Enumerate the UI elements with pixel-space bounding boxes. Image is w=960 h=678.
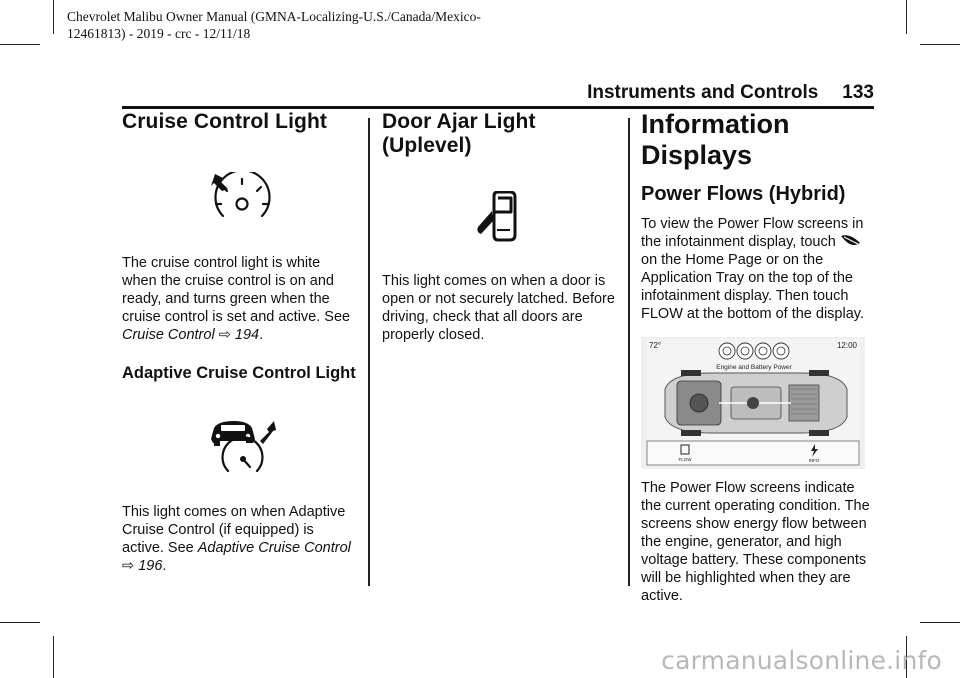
leaf-app-icon[interactable] bbox=[840, 234, 862, 248]
cross-ref-page[interactable]: 194 bbox=[234, 327, 260, 343]
info-button[interactable]: INFO bbox=[808, 458, 820, 463]
screen-tab-icon[interactable] bbox=[773, 343, 789, 359]
page-ref-icon: ⇨ bbox=[122, 558, 135, 574]
flow-button[interactable]: FLOW bbox=[678, 457, 692, 462]
door-ajar-description: This light comes on when a door is open or not securely latched. Before driving, check that all doors are properly closed. bbox=[382, 273, 615, 343]
cross-ref-page[interactable]: 196 bbox=[138, 558, 163, 574]
crop-mark bbox=[920, 622, 960, 623]
column-divider bbox=[628, 118, 630, 586]
section-heading: Cruise Control Light bbox=[122, 110, 327, 133]
crop-mark bbox=[53, 0, 54, 34]
adaptive-cruise-description: This light comes on when Adaptive Cruise Control (if equipped) is active. See Adaptive Cruise Control ⇨ 196. bbox=[122, 504, 351, 574]
cross-ref-link[interactable]: Cruise Control bbox=[122, 327, 215, 343]
screen-tab-icon[interactable] bbox=[737, 343, 753, 359]
vehicle-top-view bbox=[665, 370, 847, 436]
document-info-line: Chevrolet Malibu Owner Manual (GMNA-Localizing-U.S./Canada/Mexico- bbox=[67, 9, 481, 24]
screen-temperature: 72° bbox=[649, 341, 662, 350]
crop-mark bbox=[906, 0, 907, 34]
section-heading: Information Displays bbox=[641, 109, 790, 170]
page-ref-icon: ⇨ bbox=[218, 327, 231, 343]
power-flow-instructions: To view the Power Flow screens in the infotainment display, touch on the Home Page or on the Application Tray on the top of the infotainment display. Then touch FLOW at the bottom of the display. bbox=[641, 216, 864, 322]
crop-mark bbox=[0, 44, 40, 45]
document-info bbox=[67, 8, 481, 42]
subsection-heading: Adaptive Cruise Control Light bbox=[122, 364, 356, 382]
adaptive-cruise-control-icon bbox=[122, 421, 358, 475]
column-divider bbox=[368, 118, 370, 586]
crop-mark bbox=[53, 636, 54, 678]
cruise-control-description: The cruise control light is white when the cruise control is on and ready, and turns green when the cruise control is set and active. See Cruise Control ⇨ 194. bbox=[122, 255, 351, 343]
column-door-ajar bbox=[382, 110, 618, 344]
section-title: Instruments and Controls bbox=[587, 82, 819, 103]
watermark: carmanualsonline.info bbox=[661, 646, 942, 675]
screen-title: Engine and Battery Power bbox=[716, 364, 792, 371]
power-flow-description: The Power Flow screens indicate the current operating condition. The screens show energy flow between the engine, generator, and high voltage battery. These components will be highlighted when they are active. bbox=[641, 480, 870, 604]
door-ajar-icon bbox=[382, 191, 618, 243]
power-flow-screen-image bbox=[641, 337, 865, 469]
section-heading: Door Ajar Light (Uplevel) bbox=[382, 110, 536, 157]
running-head bbox=[587, 82, 874, 104]
crop-mark bbox=[920, 44, 960, 45]
column-information-displays bbox=[641, 110, 877, 605]
screen-time: 12:00 bbox=[836, 341, 857, 350]
screen-tab-icon[interactable] bbox=[719, 343, 735, 359]
crop-mark bbox=[0, 622, 40, 623]
cruise-control-icon bbox=[122, 172, 358, 232]
document-info-line: 12461813) - 2019 - crc - 12/11/18 bbox=[67, 26, 251, 41]
screen-tab-icon[interactable] bbox=[755, 343, 771, 359]
page-number: 133 bbox=[842, 82, 874, 103]
cross-ref-link[interactable]: Adaptive Cruise Control bbox=[197, 540, 351, 556]
subsection-heading: Power Flows (Hybrid) bbox=[641, 183, 846, 205]
column-cruise-control bbox=[122, 110, 358, 575]
